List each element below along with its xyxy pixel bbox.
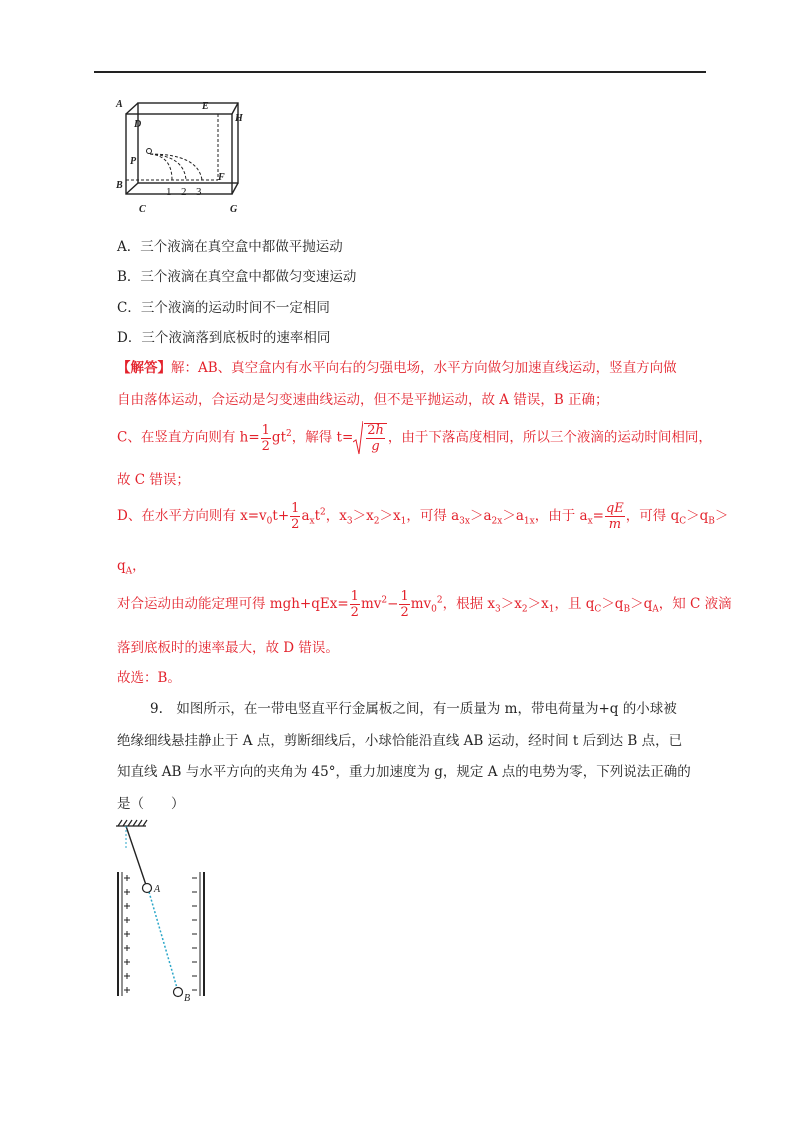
- c-mid1: gt: [271, 429, 286, 446]
- label-P: P: [130, 156, 137, 167]
- q9-line3: 知直线 AB 与水平方向的夹角为 45°，重力加速度为 g，规定 A 点的电势为零，下列说法正确的: [117, 764, 691, 780]
- answer-e-line2: 落到底板时的速率最大，故 D 错误。: [117, 640, 339, 656]
- d-mid2: ，可得 a: [406, 508, 460, 524]
- c-mid2: ，解得 t=: [291, 429, 354, 446]
- e-pre: 对合运动由动能定理可得 mgh+qEx=: [117, 596, 349, 612]
- q9-line2: 绝缘细线悬挂静止于 A 点，剪断细线后，小球恰能沿直线 AB 运动，经时间 t 后到达 B 点，已: [117, 733, 683, 749]
- answer-p1b: 自由落体运动，合运动是匀变速曲线运动，但不是平抛运动，故 A 错误，B 正确；: [117, 392, 609, 408]
- answer-p1a: [117, 356, 677, 376]
- answer-c-line2: 故 C 错误；: [117, 472, 190, 488]
- d-line2: q: [117, 558, 126, 574]
- answer-c: C、在竖直方向则有 h= $\frac{1}{2}$ $gt^2$，解得 t= $\frac{2h}{g}$ ，由于下落高度相同，所以三个液滴的运动时间相同，: [117, 420, 712, 456]
- e-post: ，根据 x: [442, 596, 496, 612]
- frac-half: $\frac{1}{2}$: [261, 422, 270, 454]
- c-pre: C、在竖直方向则有 h=: [117, 429, 260, 446]
- label-E: E: [202, 101, 209, 112]
- d-post: ，可得 q: [625, 508, 680, 524]
- label-B2: B: [184, 993, 191, 1004]
- answer-text-1: 解：AB、真空盒内有水平向右的匀强电场，水平方向做匀加速直线运动，竖直方向做: [171, 360, 677, 376]
- label-A2: A: [154, 884, 161, 895]
- label-G: G: [230, 204, 238, 215]
- d-pre: D、在水平方向则有 x=v: [117, 508, 267, 524]
- answer-e: 对合运动由动能定理可得 mgh+qEx= $\frac{1}{2}$ $mv^2-$ $\frac{1}{2}$ $mv_0^2$，根据 $x_3>x_2>x_1$，且 $q_C>q_B>q_A$，知 C 液滴: [117, 589, 732, 620]
- answer-d-line2: $q_A$，: [117, 558, 146, 577]
- label-C: C: [139, 204, 146, 215]
- option-c: C．三个液滴的运动时间不一定相同: [117, 300, 330, 316]
- sqrt-2h-g: $\frac{2h}{g}$: [353, 420, 388, 456]
- option-b: B．三个液滴在真空盒中都做匀变速运动: [117, 269, 357, 285]
- option-d: D．三个液滴落到底板时的速率相同: [117, 330, 331, 346]
- label-3: 3: [196, 186, 202, 198]
- d-mid3: ，由于 a: [534, 508, 588, 524]
- plates-figure: [98, 812, 218, 1012]
- label-F: F: [218, 172, 225, 183]
- c-post: ，由于下落高度相同，所以三个液滴的运动时间相同，: [387, 429, 712, 446]
- label-A: A: [116, 99, 123, 110]
- answer-d: D、在水平方向则有 $x=v_0t+$ $\frac{1}{2}$ $a_xt^2$，$x_3>x_2>x_1$，可得 $a_{3x}>a_{2x}>a_{1x}$，由于 $a_x=$ $\frac{qE}{m}$ ，可得 $q_C>q_B>$: [117, 501, 729, 532]
- label-H: H: [235, 113, 243, 124]
- label-1: 1: [166, 186, 172, 198]
- top-rule: [94, 71, 706, 73]
- answer-choice: 故选：B。: [117, 670, 181, 686]
- box-figure: [112, 94, 252, 219]
- q9-line1: 9. 如图所示，在一带电竖直平行金属板之间，有一质量为 m，带电荷量为+q 的小球被: [150, 701, 677, 717]
- label-B: B: [116, 180, 123, 191]
- q9-line4: 是（ ）: [117, 796, 185, 812]
- label-2: 2: [181, 186, 187, 198]
- d-mid: ，x: [325, 508, 347, 524]
- answer-tag: 【解答】: [117, 360, 171, 376]
- option-a: A．三个液滴在真空盒中都做平抛运动: [117, 239, 343, 255]
- label-D: D: [134, 119, 142, 130]
